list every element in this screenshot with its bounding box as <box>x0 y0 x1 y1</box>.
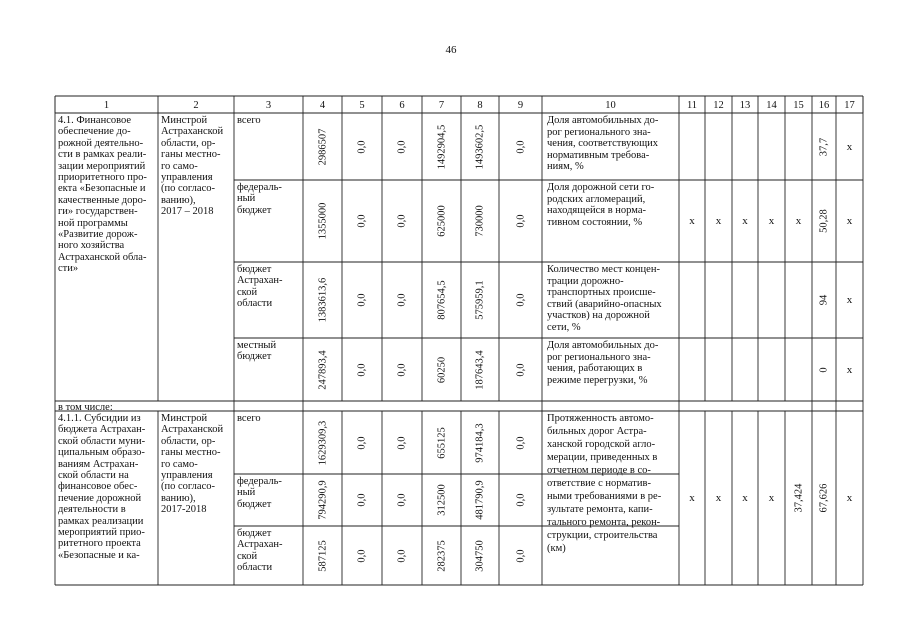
executor-name: го само- <box>161 458 198 470</box>
funding-source: бюджет <box>237 498 272 510</box>
indicator-text: режиме перегрузки, % <box>547 374 648 386</box>
activity-name: печение дорожной <box>58 492 142 504</box>
activity-name: мероприятий прио- <box>58 527 145 538</box>
funding-source: бюджет <box>237 204 272 216</box>
indicator-text: нормативным требова- <box>547 149 650 161</box>
header-col-5: 5 <box>359 100 365 111</box>
indicator-text: Доля дорожной сети го- <box>547 182 655 193</box>
amount-c8: 187643,4 <box>474 349 486 390</box>
activity-name: ной программы <box>58 217 128 229</box>
amount-c9: 0,0 <box>515 293 526 307</box>
indicator-text: бильных дорог Астра- <box>547 426 647 437</box>
activity-name: ги» государствен- <box>58 206 138 218</box>
header-col-7: 7 <box>438 100 445 111</box>
executor-name: 2017 – 2018 <box>161 206 214 218</box>
activity-name: рожной деятельно- <box>58 137 144 149</box>
header-col-14: 14 <box>766 100 777 111</box>
indicator-text: мерации, приведенных в <box>547 452 658 463</box>
indicator-text: Доля автомобильных до- <box>547 340 659 351</box>
indicator-text: отчетном периоде в со- <box>547 465 651 476</box>
indicator-value: 67,626 <box>818 483 830 513</box>
amount-c6: 0,0 <box>396 493 408 507</box>
header-col-11: 11 <box>686 100 698 111</box>
indicator-text: тального ремонта, рекон- <box>547 517 661 528</box>
indicator-text: Доля автомобильных до- <box>547 115 659 126</box>
x-mark: x <box>846 363 853 376</box>
funding-source: области <box>237 298 273 310</box>
funding-source: федераль- <box>237 182 282 193</box>
amount-c7: 1492904,5 <box>436 124 447 169</box>
amount-c7: 625000 <box>436 205 447 237</box>
activity-name: финансовое обес- <box>58 481 138 493</box>
header-col-1: 1 <box>103 100 110 111</box>
indicator-text: родских агломераций, <box>547 193 646 205</box>
executor-name: ванию), <box>161 492 196 504</box>
header-col-9: 9 <box>517 100 524 111</box>
amount-c5: 0,0 <box>356 139 368 154</box>
funding-source: бюджет <box>237 264 272 275</box>
amount-c5: 0,0 <box>356 435 368 450</box>
indicator-value: 37,7 <box>818 137 830 156</box>
activity-name: 4.1. Финансовое <box>58 115 132 126</box>
x-mark: x <box>768 215 775 227</box>
executor-name: Астраханской <box>161 126 224 138</box>
indicator-text: находящейся в норма- <box>547 205 647 217</box>
x-mark: x <box>846 492 853 504</box>
activity-name: ской области на <box>58 470 129 481</box>
header-col-2: 2 <box>193 100 199 111</box>
executor-name: ганы местно- <box>161 447 221 459</box>
activity-name: 4.1.1. Субсидии из <box>58 413 141 424</box>
header-col-12: 12 <box>713 100 724 111</box>
funding-source: федераль- <box>237 476 282 487</box>
header-col-3: 3 <box>265 100 272 111</box>
header-col-4: 4 <box>319 100 326 111</box>
amount-c8: 481790,9 <box>474 480 486 520</box>
executor-name: области, ор- <box>161 435 216 447</box>
amount-c4: 247893,4 <box>317 349 328 390</box>
amount-c4: 2986507 <box>317 128 328 165</box>
indicator-text: ствий (аварийно-опасных <box>547 298 662 310</box>
amount-c7: 807654,5 <box>436 280 447 320</box>
amount-c4: 1355000 <box>317 202 328 240</box>
indicator-text: ответствие с норматив- <box>547 478 651 489</box>
amount-c7: 655125 <box>436 426 447 459</box>
activity-name: «Развитие дорож- <box>58 229 138 240</box>
indicator-text: рог регионального зна- <box>547 351 651 363</box>
amount-c7: 312500 <box>436 484 447 516</box>
executor-name: управления <box>161 172 213 183</box>
funding-source: Астрахан- <box>237 539 283 551</box>
activity-name: ного хозяйства <box>58 240 125 252</box>
indicator-text: тивном состоянии, % <box>547 216 643 228</box>
amount-c6: 0,0 <box>396 293 408 307</box>
indicator-text: ными требованиями в ре- <box>547 491 662 502</box>
x-mark: x <box>846 215 853 227</box>
amount-c5: 0,0 <box>356 362 368 377</box>
amount-c7: 60250 <box>436 356 447 383</box>
x-mark: x <box>795 215 802 227</box>
amount-c8: 974184,3 <box>474 422 486 463</box>
amount-c9: 0,0 <box>515 493 526 507</box>
x-mark: x <box>742 492 748 504</box>
activity-name: обеспечение до- <box>58 126 131 138</box>
funding-source: всего <box>237 115 261 126</box>
funding-source: бюджет <box>237 528 272 539</box>
amount-c6: 0,0 <box>396 435 408 450</box>
indicator-text: зультате ремонта, капи- <box>547 504 653 515</box>
x-mark: x <box>689 215 695 227</box>
amount-c6: 0,0 <box>396 214 408 228</box>
indicator-text: транспортных происше- <box>547 287 656 299</box>
header-col-8: 8 <box>477 100 483 111</box>
activity-name: «Безопасные и ка- <box>58 549 140 561</box>
amount-c4: 1383613,6 <box>317 277 328 323</box>
indicator-text: чения, соответствующих <box>547 138 659 150</box>
x-mark: x <box>846 294 853 306</box>
activity-name: сти» <box>58 263 79 275</box>
indicator-value: 0 <box>818 366 830 373</box>
header-col-10: 10 <box>605 100 616 111</box>
indicator-text: сети, % <box>547 322 581 333</box>
activity-name: рамках реализации <box>58 515 144 527</box>
indicator-text: Протяженность автомо- <box>547 413 654 424</box>
indicator-value: 94 <box>818 294 830 306</box>
indicator-text: участков) на дорожной <box>547 310 650 322</box>
funding-source: области <box>237 562 273 574</box>
amount-c6: 0,0 <box>396 362 408 377</box>
header-col-15: 15 <box>793 100 804 111</box>
amount-c8: 1493602,5 <box>474 124 486 169</box>
indicator-text: ханской городской агло- <box>547 439 656 450</box>
activity-name: деятельности в <box>58 504 126 516</box>
header-col-6: 6 <box>399 100 405 111</box>
funding-source: ный <box>237 487 256 499</box>
activity-name: ской области муни- <box>58 435 146 447</box>
amount-c6: 0,0 <box>396 139 408 154</box>
funding-source: ской <box>237 286 258 298</box>
activity-name: приоритетного про- <box>58 172 147 183</box>
amount-c9: 0,0 <box>515 548 526 563</box>
activity-name: зации мероприятий <box>58 160 146 172</box>
header-col-17: 17 <box>844 100 855 111</box>
activity-name: Астраханской обла- <box>58 251 147 263</box>
activity-name: ваниям Астрахан- <box>58 458 139 470</box>
indicator-text: чения, работающих в <box>547 363 643 375</box>
x-mark: x <box>715 492 722 504</box>
funding-source: всего <box>237 413 261 424</box>
amount-c5: 0,0 <box>356 293 368 307</box>
indicator-text: ниям, % <box>547 161 584 173</box>
executor-name: (по согласо- <box>161 481 215 493</box>
amount-c8: 730000 <box>474 205 486 237</box>
funding-source: Астрахан- <box>237 275 283 287</box>
including-label: в том числе: <box>58 402 113 413</box>
indicator-value: 50,28 <box>818 209 830 233</box>
amount-c6: 0,0 <box>396 548 408 563</box>
funding-source: бюджет <box>237 351 272 363</box>
amount-c9: 0,0 <box>515 362 526 377</box>
amount-c5: 0,0 <box>356 493 368 507</box>
amount-c4: 587125 <box>317 539 328 572</box>
amount-c8: 575959,1 <box>474 280 486 320</box>
indicator-text: (км) <box>547 543 566 554</box>
amount-c4: 1629309,3 <box>317 420 328 465</box>
amount-c5: 0,0 <box>356 214 368 228</box>
amount-c9: 0,0 <box>515 214 526 228</box>
x-mark: x <box>768 492 775 504</box>
executor-name: 2017-2018 <box>161 504 207 516</box>
indicator-text: трации дорожно- <box>547 275 624 287</box>
executor-name: Минстрой <box>161 413 208 424</box>
indicator-text: струкции, строительства <box>547 530 658 541</box>
activity-name: бюджета Астрахан- <box>58 424 146 436</box>
header-col-13: 13 <box>739 100 751 111</box>
amount-c5: 0,0 <box>356 548 368 563</box>
indicator-text: рог регионального зна- <box>547 126 651 138</box>
executor-name: ганы местно- <box>161 149 221 161</box>
amount-c9: 0,0 <box>515 435 526 450</box>
x-mark: x <box>846 140 853 153</box>
funding-source: ской <box>237 550 258 562</box>
activity-name: екта «Безопасные и <box>58 183 146 195</box>
amount-c4: 794290,9 <box>317 480 328 520</box>
indicator-text: Количество мест концен- <box>547 264 660 275</box>
executor-name: области, ор- <box>161 137 216 149</box>
executor-name: ванию), <box>161 194 196 206</box>
executor-name: го само- <box>161 160 198 172</box>
amount-c9: 0,0 <box>515 139 526 154</box>
funding-source: местный <box>237 340 277 351</box>
executor-name: управления <box>161 470 213 481</box>
executor-name: Минстрой <box>161 115 208 126</box>
activity-name: ципальным образо- <box>58 447 145 459</box>
executor-name: Астраханской <box>161 424 224 436</box>
indicator-value: 37,424 <box>793 483 804 513</box>
amount-c7: 282375 <box>436 539 447 572</box>
x-mark: x <box>715 215 722 227</box>
activity-name: качественные доро- <box>58 194 147 206</box>
activity-name: ритетного проекта <box>58 538 141 550</box>
x-mark: x <box>742 215 748 227</box>
x-mark: x <box>689 492 695 504</box>
page-number: 46 <box>445 44 457 56</box>
activity-name: сти в рамках реали- <box>58 149 147 161</box>
executor-name: (по согласо- <box>161 183 215 195</box>
header-col-16: 16 <box>818 100 830 111</box>
funding-source: ный <box>237 193 256 205</box>
amount-c8: 304750 <box>474 539 486 572</box>
